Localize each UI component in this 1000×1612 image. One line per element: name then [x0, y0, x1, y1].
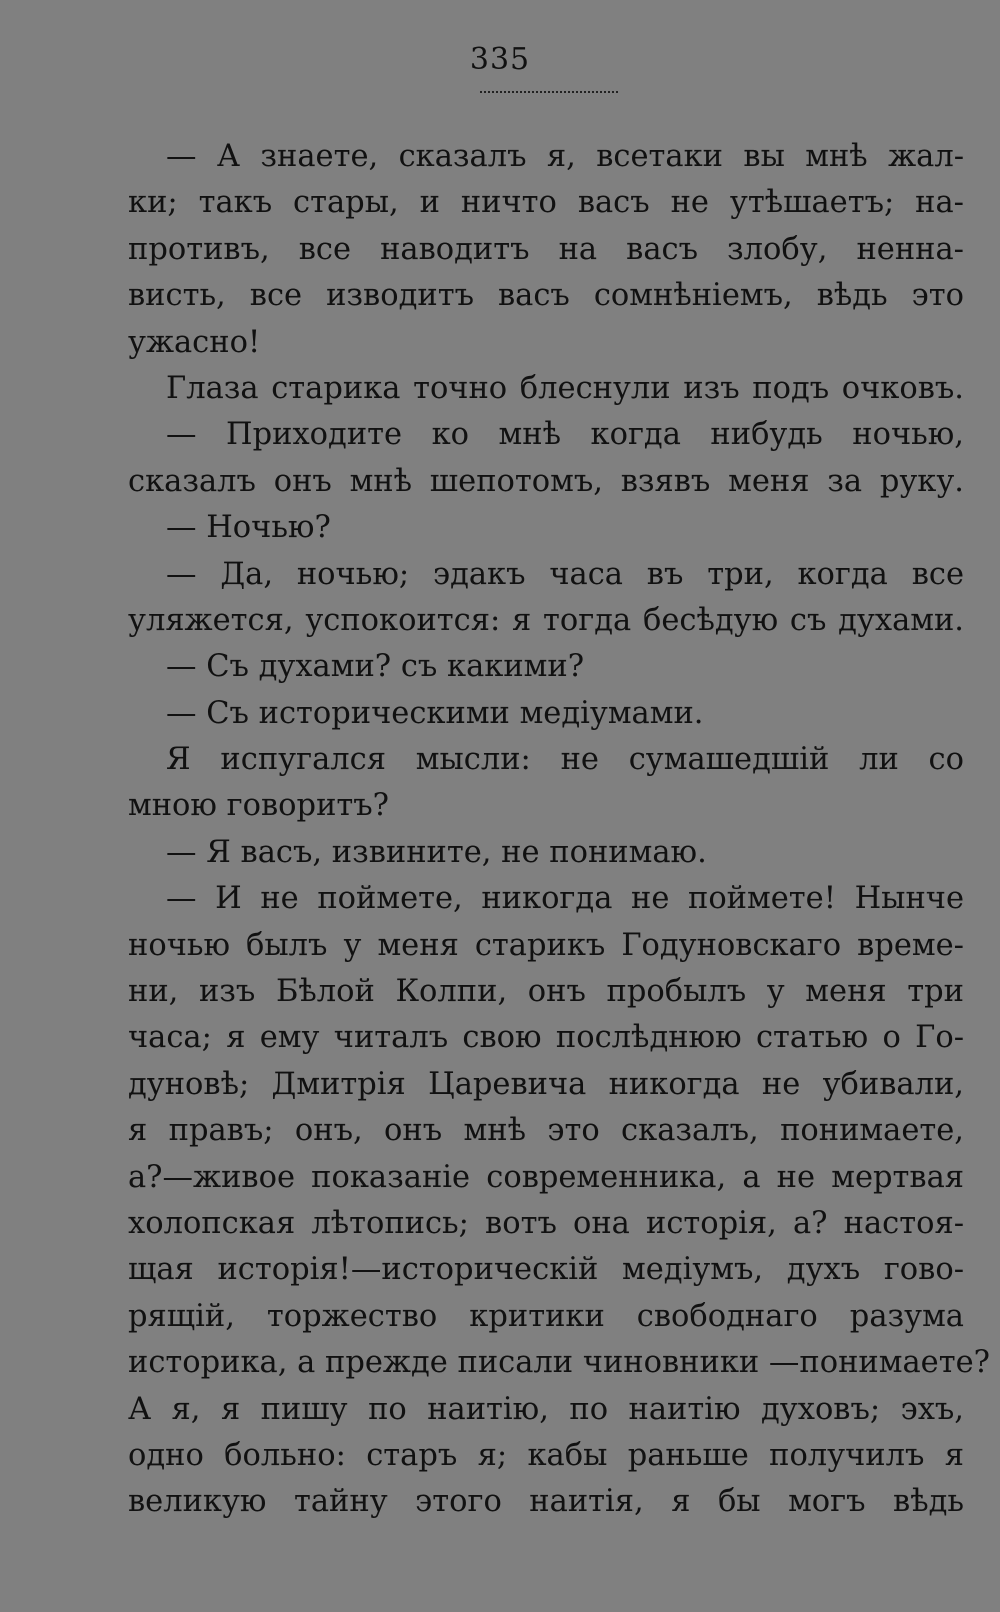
- text-line: великую тайну этого наитія, я бы могъ вѣдь: [128, 1484, 964, 1520]
- text-line: ужасно!: [128, 324, 261, 360]
- text-line: мною говоритъ?: [128, 788, 390, 824]
- text-line: — А знаете, сказалъ я, всетаки вы мнѣ жал-: [166, 139, 964, 174]
- text-line: — Съ историческими медіумами.: [166, 695, 704, 731]
- text-line: часа; я ему читалъ свою послѣднюю статью о Го-: [128, 1020, 964, 1056]
- text-line: ки; такъ стары, и ничто васъ не утѣшаетъ; на-: [128, 185, 964, 221]
- text-line: — Я васъ, извините, не понимаю.: [166, 834, 707, 870]
- page-body-text: [128, 134, 990, 1526]
- text-line: а?—живое показаніе современника, а не мертвая: [128, 1159, 964, 1195]
- text-line: историка, а прежде писали чиновники —понимаете?: [128, 1345, 990, 1381]
- text-line: — Приходите ко мнѣ когда нибудь ночью,: [166, 417, 964, 453]
- text-line: дуновѣ; Дмитрія Царевича никогда не убивали,: [128, 1066, 964, 1102]
- text-line: я правъ; онъ, онъ мнѣ это сказалъ, понимаете,: [128, 1113, 964, 1149]
- text-line: — Ночью?: [166, 510, 331, 546]
- text-line: Глаза старика точно блеснули изъ подъ очковъ.: [166, 370, 964, 406]
- text-line: сказалъ онъ мнѣ шепотомъ, взявъ меня за руку.: [128, 463, 964, 499]
- text-line: щая исторія!—историческій медіумъ, духъ гово-: [128, 1252, 964, 1288]
- page-number: 335: [469, 42, 531, 77]
- text-line: уляжется, успокоится: я тогда бесѣдую съ духами.: [128, 602, 964, 638]
- text-line: А я, я пишу по наитію, по наитію духовъ; эхъ,: [128, 1391, 964, 1427]
- text-line: — И не поймете, никогда не поймете! Нынче: [166, 881, 964, 917]
- text-line: — Съ духами? съ какими?: [166, 649, 585, 685]
- text-line: Я испугался мысли: не сумашедшій ли со: [166, 742, 964, 778]
- text-line: одно больно: старъ я; кабы раньше получилъ я: [128, 1437, 964, 1473]
- text-line: ни, изъ Бѣлой Колпи, онъ пробылъ у меня три: [128, 974, 964, 1010]
- text-line: висть, все изводитъ васъ сомнѣніемъ, вѣдь это: [128, 278, 964, 314]
- text-line: холопская лѣтопись; вотъ она исторія, а? настоя-: [128, 1205, 964, 1241]
- text-line: противъ, все наводитъ на васъ злобу, ненна-: [128, 231, 964, 267]
- text-line: — Да, ночью; эдакъ часа въ три, когда все: [166, 556, 964, 592]
- text-line: ночью былъ у меня старикъ Годуновскаго време-: [128, 927, 964, 963]
- text-line: рящій, торжество критики свободнаго разума: [128, 1298, 964, 1334]
- header-divider: [480, 91, 618, 93]
